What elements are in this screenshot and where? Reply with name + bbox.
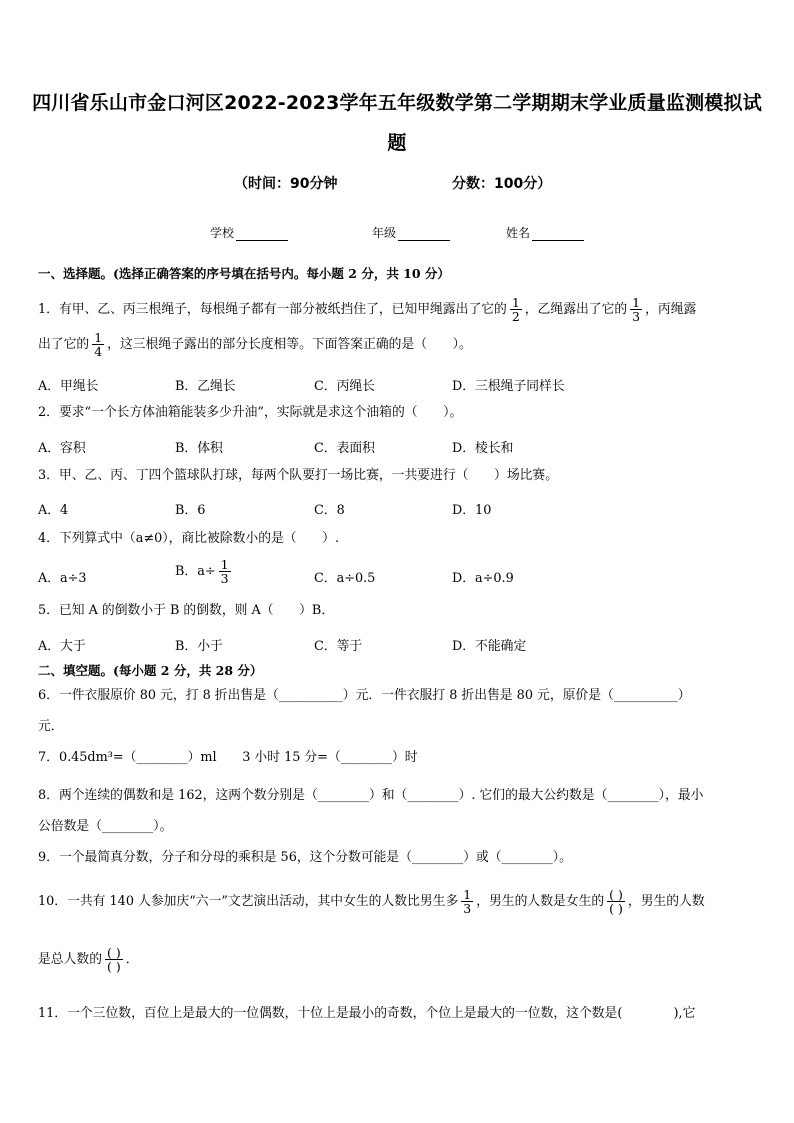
school-label: 学校 (210, 226, 235, 240)
q2-option-a[interactable]: A．容积 (38, 441, 86, 456)
grade-field[interactable] (372, 224, 450, 241)
q4-text: 4．下列算式中（a≠0），商比被除数小的是（ ）. (38, 531, 340, 546)
section1-heading: 一、选择题。(选择正确答案的序号填在括号内。每小题 2 分，共 10 分） (38, 266, 450, 281)
q3-option-d[interactable]: D．10 (452, 503, 492, 518)
q2-text: 2．要求“一个长方体油箱能装多少升油”，实际就是求这个油箱的（ ）。 (38, 405, 463, 420)
q1-fraction-2: $\frac{1}{3}$ (632, 295, 641, 324)
q1-option-b[interactable]: B．乙绳长 (175, 379, 236, 394)
q4-option-b-fraction: $\frac{1}{3}$ (220, 557, 229, 586)
q1-text-b: ，乙绳露出了它的 (524, 302, 628, 317)
exam-title-line1: 四川省乐山市金口河区2022-2023学年五年级数学第二学期期末学业质量监测模拟试 (32, 92, 762, 114)
q10-text-b: ，男生的人数是女生的 (476, 894, 605, 909)
q4-option-b[interactable] (175, 558, 234, 585)
q1-text-a: 1．有甲、乙、丙三根绳子，每根绳子都有一部分被纸挡住了，已知甲绳露出了它的 (38, 302, 507, 317)
q4-option-c[interactable]: C．a÷0.5 (314, 571, 376, 586)
exam-score: 分数：100分） (452, 176, 552, 192)
exam-title-line2: 题 (387, 132, 407, 154)
q6-line2: 元． (38, 719, 64, 734)
q1-line1 (38, 296, 696, 323)
q5-option-a[interactable]: A．大于 (38, 639, 86, 654)
q5-text: 5．已知 A 的倒数小于 B 的倒数，则 A（ ）B． (38, 603, 335, 618)
q3-text: 3．甲、乙、丙、丁四个篮球队打球，每两个队要打一场比赛，一共要进行（ ）场比赛。 (38, 468, 559, 483)
q1-fraction-1: $\frac{1}{2}$ (511, 295, 520, 324)
school-blank[interactable] (236, 228, 288, 241)
q6-line1: 6．一件衣服原价 80 元，打 8 折出售是（__________）元．一件衣服打 8 折出售是 80 元，原价是（__________） (38, 688, 691, 703)
q4-option-a[interactable]: A．a÷3 (38, 571, 87, 586)
q5-option-c[interactable]: C．等于 (314, 639, 363, 654)
q8-line2: 公倍数是（________）。 (38, 819, 173, 834)
q10-text-d: 是总人数的 (38, 952, 102, 967)
q1-text-d: 出了它的 (38, 337, 90, 352)
q1-option-a[interactable]: A．甲绳长 (38, 379, 99, 394)
q10-blank-fraction-2[interactable]: $\frac{( )}{( )}$ (106, 945, 121, 974)
school-field[interactable] (210, 224, 288, 241)
q1-text-e: ，这三根绳子露出的部分长度相等。下面答案正确的是（ ）。 (107, 337, 472, 352)
name-label: 姓名 (506, 226, 531, 240)
q4-option-d[interactable]: D．a÷0.9 (452, 571, 514, 586)
q3-option-a[interactable]: A．4 (38, 503, 69, 518)
grade-label: 年级 (372, 226, 397, 240)
q1-text-c: ，丙绳露 (645, 302, 697, 317)
grade-blank[interactable] (398, 228, 450, 241)
q10-line2 (38, 946, 139, 973)
q3-option-b[interactable]: B．6 (175, 503, 206, 518)
q3-option-c[interactable]: C．8 (314, 503, 345, 518)
q9-text: 9．一个最简真分数，分子和分母的乘积是 56，这个分数可能是（________）或（________）。 (38, 850, 572, 865)
q1-fraction-3: $\frac{1}{4}$ (94, 330, 103, 359)
name-blank[interactable] (532, 228, 584, 241)
q10-fraction: $\frac{1}{3}$ (463, 887, 472, 916)
q1-option-d[interactable]: D．三根绳子同样长 (452, 379, 565, 394)
q2-option-b[interactable]: B．体积 (175, 441, 223, 456)
q2-option-c[interactable]: C．表面积 (314, 441, 375, 456)
q10-line1 (38, 888, 705, 915)
q4-option-b-label: B．a÷ (175, 564, 216, 579)
q10-text-e: ． (125, 952, 139, 967)
q10-text-c: ，男生的人数 (627, 894, 705, 909)
q10-text-a: 10．一共有 140 人参加庆“六一”文艺演出活动，其中女生的人数比男生多 (38, 894, 459, 909)
q1-option-c[interactable]: C．丙绳长 (314, 379, 375, 394)
q8-line1: 8．两个连续的偶数和是 162，这两个数分别是（________）和（________）. 它们的最大公约数是（________），最小 (38, 788, 704, 803)
q7-text: 7．0.45dm³=（________）ml 3 小时 15 分=（________）时 (38, 750, 418, 765)
q1-line2 (38, 331, 472, 358)
q5-option-b[interactable]: B．小于 (175, 639, 223, 654)
q10-blank-fraction-1[interactable]: $\frac{( )}{( )}$ (609, 887, 623, 916)
name-field[interactable] (506, 224, 584, 241)
exam-time: （时间：90分钟 (234, 176, 338, 192)
q11-text: 11．一个三位数，百位上是最大的一位偶数，十位上是最小的奇数，个位上是最大的一位数，这个数是( ),它 (38, 1006, 696, 1021)
q5-option-d[interactable]: D．不能确定 (452, 639, 527, 654)
section2-heading: 二、填空题。(每小题 2 分，共 28 分） (38, 663, 263, 678)
q2-option-d[interactable]: D．棱长和 (452, 441, 514, 456)
